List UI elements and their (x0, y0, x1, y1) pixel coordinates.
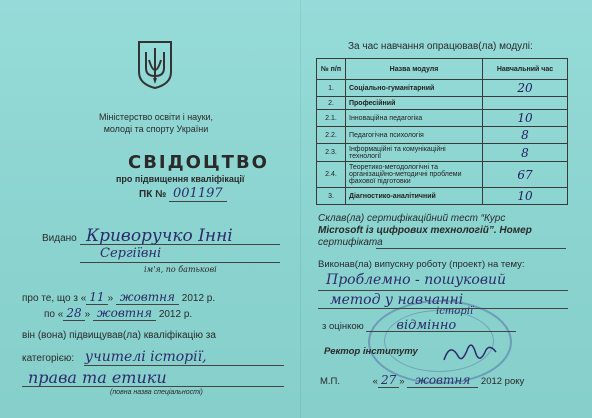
cert-line-3: сертифіката (318, 237, 383, 248)
row-number: 2.4. (317, 162, 346, 188)
category-value-2: права та етики (28, 368, 167, 387)
day-to: 28 (63, 306, 84, 321)
category-underline-2 (22, 386, 284, 387)
table-header-row (317, 59, 568, 80)
certificate-subtitle: про підвищення кваліфікації (116, 174, 245, 184)
work-line-1: Проблемно - пошуковий (326, 272, 507, 288)
upgraded-line: він (вона) підвищував(ла) кваліфікацію за (22, 330, 216, 341)
specialty-caption: (повна назва спеціальності) (110, 389, 203, 396)
category-underline-1 (84, 365, 284, 366)
table-row (317, 80, 568, 97)
row-hours: 67 (483, 162, 568, 188)
year-from: 2012 р. (181, 293, 216, 304)
col-module-name: Назва модуля (346, 59, 483, 80)
grade-value: відмінно (396, 318, 457, 333)
table-row (317, 97, 568, 110)
rector-label: Ректор інституту (324, 346, 418, 357)
row-module: Теоретико-методологічні та організаційно-методичні проблеми фахової підготовки (346, 162, 483, 188)
cert-number-underline (376, 248, 566, 249)
name-underline (80, 244, 280, 245)
modules-table (316, 58, 568, 205)
table-row (317, 188, 568, 205)
month-from: жовтня (116, 290, 179, 305)
table-row (317, 144, 568, 162)
cert-line-2: Microsoft із цифрових технологій”. Номер (318, 225, 532, 236)
row-hours: 10 (483, 110, 568, 127)
patronymic-underline (80, 262, 280, 263)
work-line-3: історії (436, 306, 474, 317)
coat-of-arms-icon (136, 40, 174, 90)
ministry-line-2: молоді та спорту України (103, 124, 209, 134)
date-day: 27 (378, 373, 399, 388)
row-hours: 20 (483, 80, 568, 97)
row-hours: 10 (483, 188, 568, 205)
mp-label: М.П. (320, 376, 341, 387)
issued-label: Видано (42, 233, 77, 244)
row-number: 3. (317, 188, 346, 205)
fold-line (300, 0, 301, 418)
work-label: Виконав(ла) випускну роботу (проект) на тему: (318, 259, 525, 270)
to-label: по (44, 309, 55, 320)
pk-number: 001197 (169, 186, 227, 202)
date-year: 2012 року (480, 376, 525, 387)
row-module: Професійний (346, 97, 483, 110)
category-label: категорією: (22, 353, 75, 364)
issued-name: Криворучко Інні (85, 226, 233, 246)
row-module: Соціально-гуманітарний (346, 80, 483, 97)
col-hours: Навчальний час (483, 59, 568, 80)
row-number: 2.2. (317, 127, 346, 144)
year-to: 2012 р. (158, 309, 193, 320)
row-hours (483, 97, 568, 110)
ministry-line-1: Міністерство освіти і науки, (98, 112, 214, 122)
row-number: 2. (317, 97, 346, 110)
table-row (317, 110, 568, 127)
day-from: 11 (86, 290, 107, 305)
date-month: жовтня (407, 373, 478, 388)
period-prefix: про те, що з (22, 293, 78, 304)
row-module: Діагностико-аналітичний (346, 188, 483, 205)
modules-header: За час навчання опрацював(ла) модулі: (348, 41, 533, 52)
row-number: 1. (317, 80, 346, 97)
row-module: Педагогічна психологія (346, 127, 483, 144)
row-number: 2.3. (317, 144, 346, 162)
category-value-1: учителі історії, (84, 349, 207, 365)
work-line-2: метод у навчанні (330, 292, 464, 308)
col-number: № п/п (317, 59, 346, 80)
certificate-page: Міністерство освіти і науки, молоді та спорту України СВІДОЦТВО про підвищення кваліфікації ПК № 001197 Видано Криворучко Інні Сергіївні ім'я, по батькові про те, що з « 11 » жовтня 2012 р. по « 28 » жовтня 2012 р. він (вона) підвищував(ла) кваліфікацію за категорією: учителі історії, права та етики (повна назва спеціальності) За час навчання опрацював(ла) модулі: № п/п Назва модуля Навчальний час 1. Соціально-гуманітарний 20 2. Професійний 2.1. Інноваційна педагогіка 10 2.2. Педагогічна психологія 8 2.3. Інформаційні та комунікаційні технології 8 2.4. Теоретико-методологічні та організаційно-методичні проблеми фахової підготовки 67 3. Діагностико-аналітичний 10 Склав(ла) сертифікаційний тест “Курс Microsoft із цифрових технологій”. Номер сертифіката Виконав(ла) випускну роботу (проект) на тему: Проблемно - пошуковий метод у навчанні історії з оцінкою відмінно Ректор інституту М.П. « 27 » жовтня 2012 року (0, 0, 592, 418)
table-row (317, 162, 568, 188)
row-hours: 8 (483, 127, 568, 144)
work-underline-1 (318, 290, 568, 291)
table-row (317, 127, 568, 144)
row-number: 2.1. (317, 110, 346, 127)
row-module: Інноваційна педагогіка (346, 110, 483, 127)
row-module: Інформаційні та комунікаційні технології (346, 144, 483, 162)
name-caption: ім'я, по батькові (144, 265, 217, 274)
row-hours: 8 (483, 144, 568, 162)
signature-icon (440, 338, 500, 368)
certificate-title: СВІДОЦТВО (128, 152, 269, 173)
cert-line-1: Склав(ла) сертифікаційний тест “Курс (318, 213, 506, 224)
issued-patronymic: Сергіївні (100, 246, 162, 261)
month-to: жовтня (93, 306, 156, 321)
grade-label: з оцінкою (322, 321, 364, 332)
pk-label: ПК № (139, 189, 167, 200)
